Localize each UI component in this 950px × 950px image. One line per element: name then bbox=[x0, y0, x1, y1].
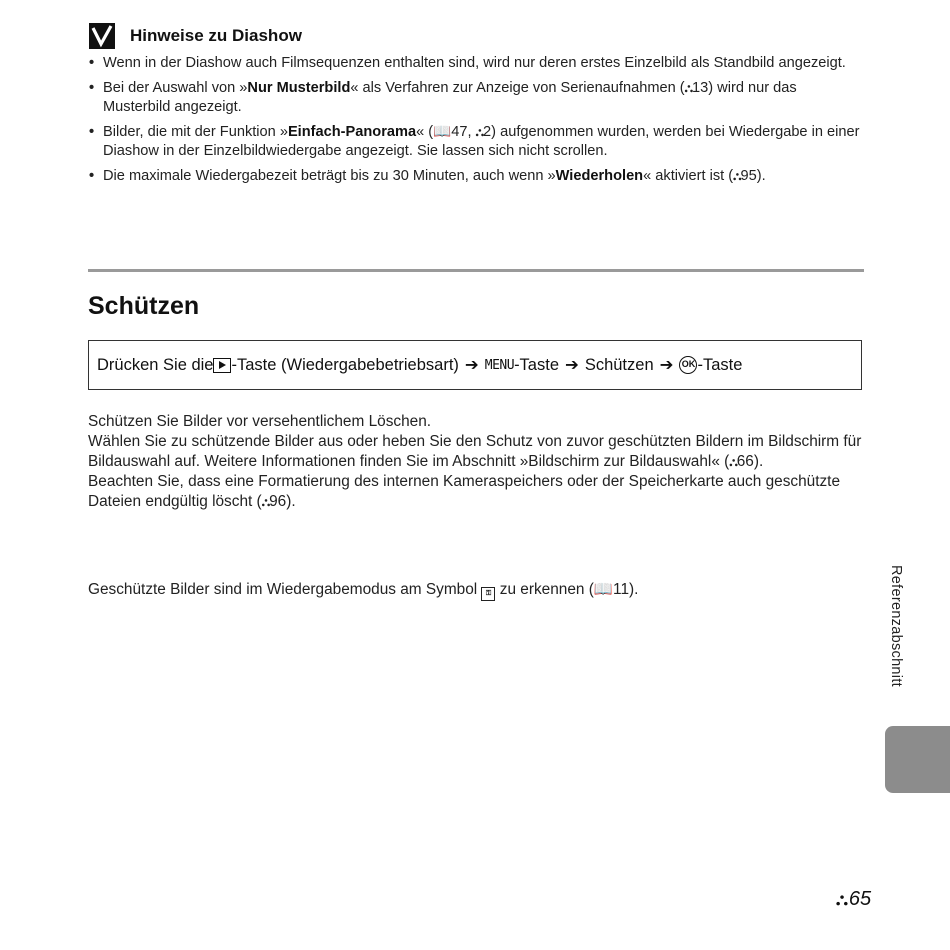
reference-section-icon: ⛬ bbox=[684, 80, 693, 95]
reference-section-icon: ⛬ bbox=[729, 455, 737, 469]
bold-term: Einfach-Panorama bbox=[287, 123, 417, 140]
arrow-right-icon: ➔ bbox=[565, 356, 579, 374]
paragraph: Schützen Sie Bilder vor versehentlichem Löschen. bbox=[88, 413, 432, 430]
side-section-label: Referenzabschnitt bbox=[888, 565, 904, 687]
reference-section-icon: ⛬ bbox=[475, 124, 484, 139]
side-section-tab bbox=[885, 726, 950, 793]
bold-term: Wiederholen bbox=[555, 167, 644, 184]
section-title: Schützen bbox=[88, 292, 200, 320]
playback-button-icon bbox=[213, 358, 231, 373]
paragraph: Beachten Sie, dass eine Formatierung des internen Kameraspeichers oder der Speicherkarte auch geschützte Dateien endgültig löscht (⛬96). bbox=[88, 473, 841, 510]
reference-section-icon: ⛬ bbox=[261, 495, 270, 509]
list-item: • Wenn in der Diashow auch Filmsequenzen enthalten sind, wird nur deren erstes Einzelbild als Standbild angezeigt. bbox=[88, 54, 868, 74]
section-body bbox=[88, 412, 868, 512]
note-bullet-list bbox=[88, 54, 868, 191]
section-divider bbox=[88, 269, 864, 272]
protected-images-note: Geschützte Bilder sind im Wiedergabemodus am Symbol ⚿ zu erkennen (📖11). bbox=[88, 580, 868, 601]
note-title: Hinweise zu Diashow bbox=[130, 26, 302, 45]
list-item: • Bei der Auswahl von »Nur Musterbild« als Verfahren zur Anzeige von Serienaufnahmen (⛬13) wird nur das Musterbild angezeigt. bbox=[88, 79, 868, 118]
ok-button-icon: OK bbox=[679, 356, 697, 374]
book-icon: 📖 bbox=[593, 581, 614, 598]
page-reference: 47 bbox=[451, 123, 468, 140]
menu-path-box: Drücken Sie die -Taste (Wiedergabebetriebsart) ➔ MENU -Taste ➔ Schützen ➔ OK -Taste bbox=[88, 340, 862, 390]
reference-section-icon: ⛬ bbox=[836, 889, 847, 910]
page-reference: 66 bbox=[736, 453, 754, 470]
arrow-right-icon: ➔ bbox=[464, 356, 479, 374]
note-heading bbox=[88, 22, 302, 50]
page-number: ⛬ 65 bbox=[836, 888, 872, 910]
note-check-icon bbox=[88, 22, 116, 50]
reference-section-icon: ⛬ bbox=[733, 168, 741, 183]
page-reference: 11 bbox=[613, 581, 630, 598]
page-reference: 13 bbox=[692, 79, 709, 96]
page-reference: 96 bbox=[269, 493, 287, 510]
page-reference: 95 bbox=[740, 167, 757, 184]
page-reference: 2 bbox=[483, 123, 492, 140]
arrow-right-icon: ➔ bbox=[659, 356, 674, 374]
menu-button-label: MENU bbox=[484, 357, 515, 373]
protect-key-icon: ⚿ bbox=[481, 587, 495, 601]
list-item: • Bilder, die mit der Funktion »Einfach-Panorama« (📖47, ⛬2) aufgenommen wurden, werden bei Wiedergabe in einer Diashow in der Einzelbildwiedergabe angezeigt. Sie lassen sich nicht scrollen. bbox=[88, 123, 868, 162]
paragraph: Wählen Sie zu schützende Bilder aus oder heben Sie den Schutz von zuvor geschützten Bildern im Bildschirm für Bildauswahl auf. Weitere Informationen finden Sie im Abschnitt »Bildschirm zur Bildauswahl« (⛬66). bbox=[88, 433, 862, 470]
book-icon: 📖 bbox=[433, 123, 452, 140]
bold-term: Nur Musterbild bbox=[247, 79, 351, 96]
list-item: • Die maximale Wiedergabezeit beträgt bis zu 30 Minuten, auch wenn »Wiederholen« aktiviert ist (⛬95). bbox=[88, 167, 868, 187]
